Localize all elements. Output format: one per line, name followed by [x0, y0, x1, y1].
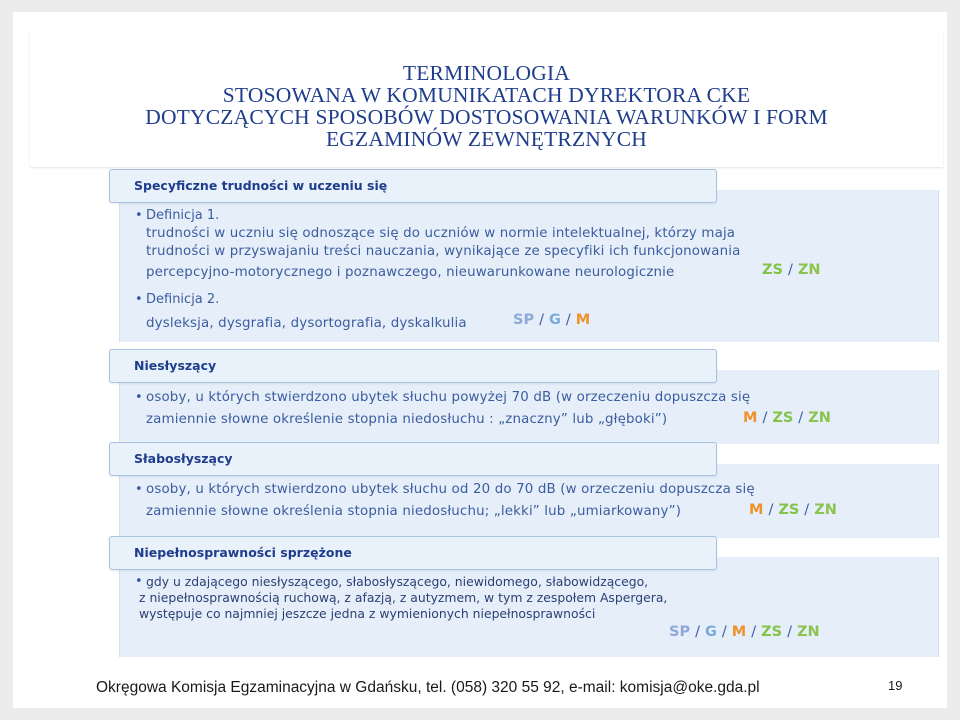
title-line-2: STOSOWANA W KOMUNIKATACH DYREKTORA CKE [222, 83, 751, 107]
code-zs: ZS [778, 502, 800, 518]
code-m: M [749, 502, 764, 518]
nieslyszacy-codes: M / ZS / ZN [743, 410, 831, 426]
slabo-line-1: • osoby, u których stwierdzono ubytek słuchu od 20 do 70 dB (w orzeczeniu dopuszcza się [135, 482, 755, 497]
section-specyficzne-header [109, 169, 717, 203]
slide [13, 12, 947, 708]
code-zs: ZS [762, 262, 783, 278]
definition-1-line-2: trudności w przyswajaniu treści nauczania, wynikające ze specyfiki ich funkcjonowania [146, 244, 741, 259]
section-slabo-title: Słabosłyszący [134, 451, 233, 466]
bullet-icon: • [135, 292, 143, 307]
code-sp: SP [669, 624, 691, 640]
sprzezone-line-3: występuje co najmniej jeszcze jedna z wymienionych niepełnosprawności [139, 606, 596, 621]
bullet-icon: • [135, 482, 143, 497]
code-zs: ZS [761, 624, 783, 640]
bullet-icon: • [135, 390, 143, 405]
section-sprzezone-title: Niepełnosprawności sprzężone [134, 545, 352, 560]
code-m: M [575, 312, 591, 328]
page-number: 19 [888, 678, 903, 693]
nieslyszacy-line-1: • osoby, u których stwierdzono ubytek słuchu powyżej 70 dB (w orzeczeniu dopuszcza się [135, 390, 751, 405]
sprzezone-codes: SP / G / M / ZS / ZN [669, 624, 820, 640]
code-zn: ZN [808, 410, 831, 426]
definition-1-line-3: percepcyjno-motorycznego i poznawczego, nieuwarunkowane neurologicznie [146, 265, 675, 280]
bullet-icon: • [135, 208, 143, 223]
sprzezone-line-1: • gdy u zdającego niesłyszącego, słabosłyszącego, niewidomego, słabowidzącego, [135, 574, 649, 589]
title-line-1: TERMINOLOGIA [402, 61, 571, 85]
code-m: M [743, 410, 758, 426]
definition-1-codes: ZS / ZN [762, 262, 821, 278]
footer-contact: Okręgowa Komisja Egzaminacyjna w Gdańsku, tel. (058) 320 55 92, e-mail: komisja@oke.gda.pl [96, 679, 760, 696]
code-sp: SP [513, 312, 535, 328]
title-line-3: DOTYCZĄCYCH SPOSOBÓW DOSTOSOWANIA WARUNKÓW I FORM [145, 105, 828, 129]
section-sprzezone-header [109, 536, 717, 570]
definition-2-label: • Definicja 2. [135, 292, 220, 307]
page-title [30, 62, 943, 150]
code-zn: ZN [796, 624, 820, 640]
definition-1-line-1: trudności w uczniu się odnoszące się do uczniów w normie intelektualnej, którzy maja [146, 226, 736, 241]
code-zs: ZS [772, 410, 794, 426]
code-zn: ZN [797, 262, 821, 278]
section-specyficzne-title: Specyficzne trudności w uczeniu się [134, 178, 388, 193]
title-band [30, 30, 943, 167]
definition-1-label: • Definicja 1. [135, 208, 220, 223]
bullet-icon: • [135, 574, 143, 589]
definition-2-line-1: dysleksja, dysgrafia, dysortografia, dyskalkulia [146, 316, 467, 331]
definition-2-codes: SP / G / M [513, 312, 591, 328]
title-line-4: EGZAMINÓW ZEWNĘTRZNYCH [325, 127, 648, 151]
code-m: M [731, 624, 747, 640]
section-nieslyszacy-title: Niesłyszący [134, 358, 217, 373]
code-zn: ZN [814, 502, 837, 518]
code-g: G [548, 312, 561, 328]
section-slabo-header [109, 442, 717, 476]
slabo-line-2: zamiennie słowne określenia stopnia niedosłuchu; „lekki” lub „umiarkowany”) [146, 504, 682, 519]
code-g: G [704, 624, 717, 640]
nieslyszacy-line-2: zamiennie słowne określenie stopnia niedosłuchu : „znaczny” lub „głęboki”) [146, 412, 668, 427]
section-nieslyszacy-header [109, 349, 717, 383]
slabo-codes: M / ZS / ZN [749, 502, 837, 518]
sprzezone-line-2: z niepełnosprawnością ruchową, z afazją, z autyzmem, w tym z zespołem Aspergera, [139, 590, 668, 605]
